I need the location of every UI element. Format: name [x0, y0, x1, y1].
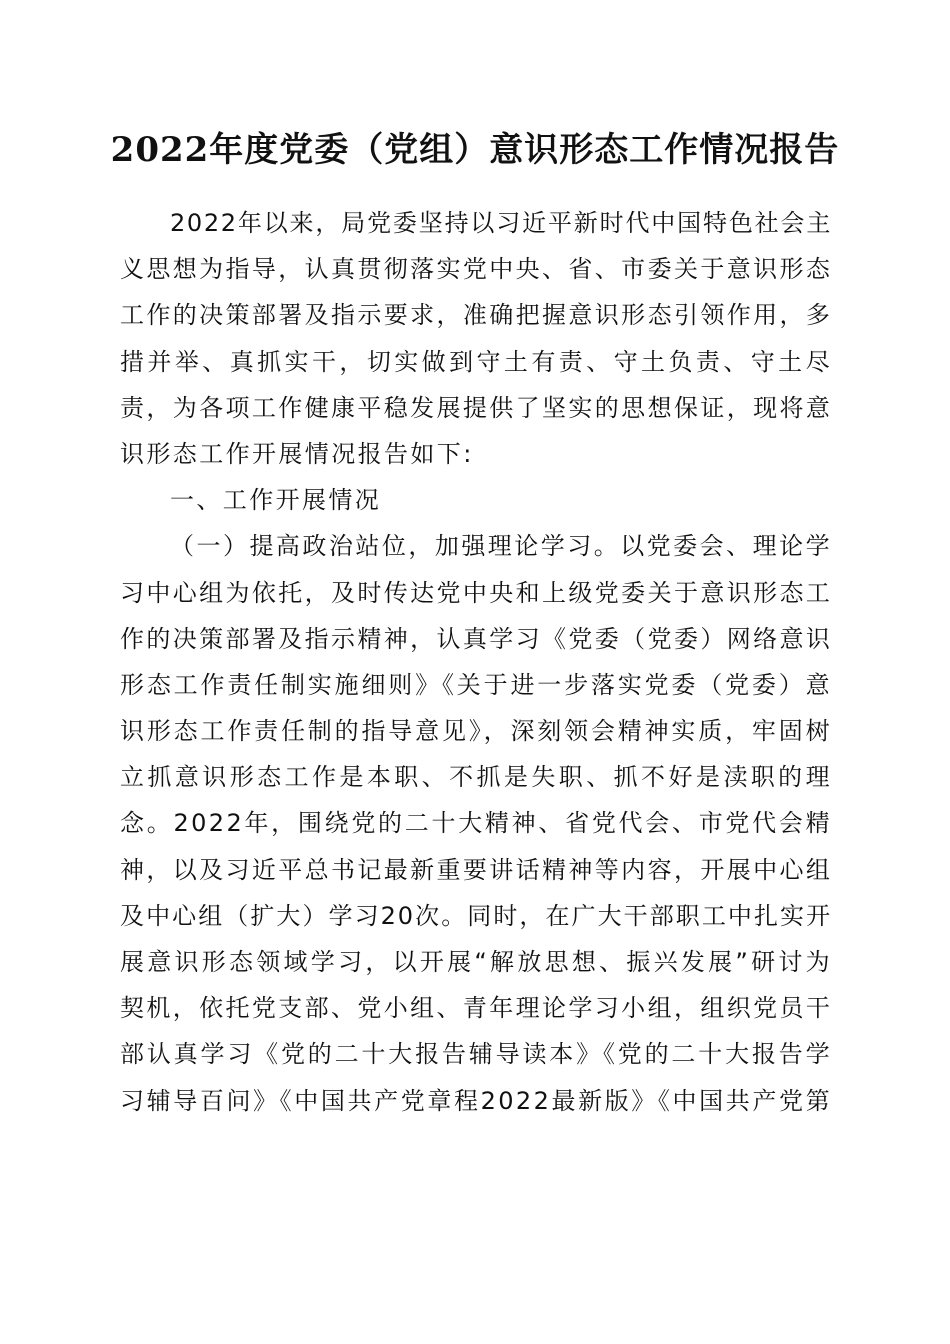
paragraph-2-line-5: 识形态工作责任制的指导意见》，深刻领会精神实质，牢固树	[120, 717, 832, 746]
paragraph-1-line-6: 识形态工作开展情况报告如下:	[120, 439, 474, 468]
paragraph-2-line-2: 习中心组为依托，及时传达党中央和上级党委关于意识形态工	[120, 578, 832, 607]
document-body	[120, 200, 832, 1124]
section-heading-1: 一、工作开展情况	[170, 486, 382, 515]
paragraph-2-line-10: 展意识形态领域学习，以开展“解放思想、振兴发展”研讨为	[120, 948, 832, 976]
paragraph-1-line-4: 措并举、真抓实干，切实做到守土有责、守土负责、守土尽	[120, 347, 832, 376]
paragraph-1-line-1: 2022年以来，局党委坚持以习近平新时代中国特色社会主	[170, 209, 832, 237]
paragraph-2-line-13: 习辅导百问》《中国共产党章程2022最新版》《中国共产党第	[120, 1086, 832, 1115]
paragraph-1-line-3: 工作的决策部署及指示要求，准确把握意识形态引领作用，多	[120, 301, 832, 330]
paragraph-1-line-2: 义思想为指导，认真贯彻落实党中央、省、市委关于意识形态	[120, 255, 832, 284]
document-title: 2022年度党委（党组）意识形态工作情况报告	[110, 130, 840, 170]
paragraph-1-line-5: 责，为各项工作健康平稳发展提供了坚实的思想保证，现将意	[120, 393, 832, 422]
paragraph-2-line-7: 念。2022年，围绕党的二十大精神、省党代会、市党代会精	[120, 809, 832, 838]
paragraph-2-line-11: 契机，依托党支部、党小组、青年理论学习小组，组织党员干	[120, 994, 832, 1023]
paragraph-2-line-4: 形态工作责任制实施细则》《关于进一步落实党委（党委）意	[120, 670, 832, 699]
paragraph-2-line-12: 部认真学习《党的二十大报告辅导读本》《党的二十大报告学	[120, 1040, 832, 1069]
paragraph-2-line-6: 立抓意识形态工作是本职、不抓是失职、抓不好是渎职的理	[120, 763, 832, 792]
paragraph-2-line-1: （一）提高政治站位，加强理论学习。以党委会、理论学	[170, 532, 832, 561]
paragraph-2-line-8: 神，以及习近平总书记最新重要讲话精神等内容，开展中心组	[120, 855, 832, 884]
paragraph-2-line-3: 作的决策部署及指示精神，认真学习《党委（党委）网络意识	[120, 624, 832, 653]
paragraph-2-line-9: 及中心组（扩大）学习20次。同时，在广大干部职工中扎实开	[120, 901, 832, 930]
